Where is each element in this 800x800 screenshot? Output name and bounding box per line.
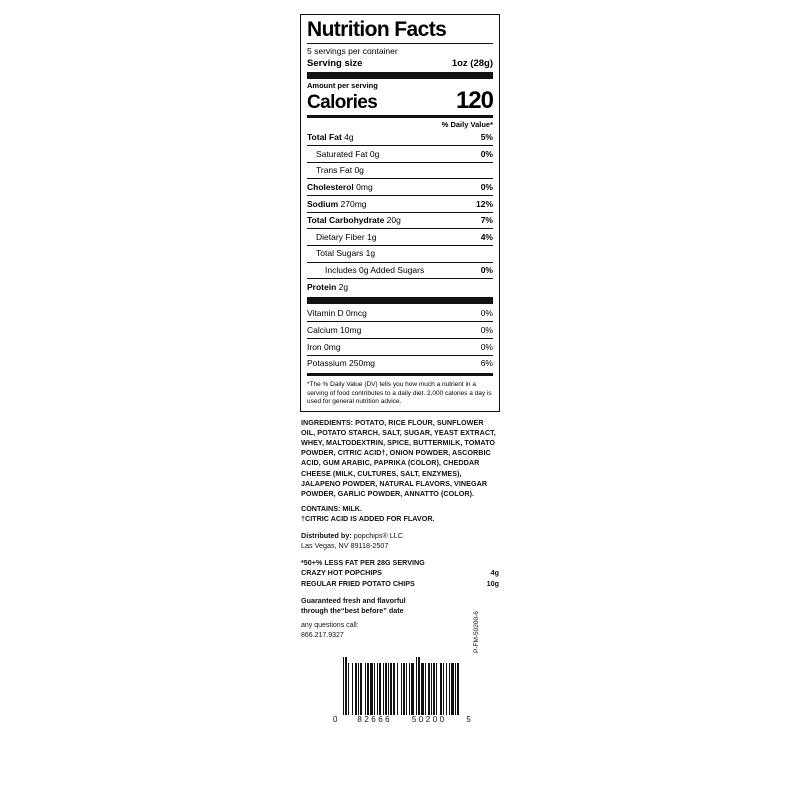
nutrient-name <box>307 199 371 210</box>
micronutrient-pct: 0% <box>480 324 493 335</box>
phone-number: 866.217.9327 <box>301 631 344 639</box>
daily-value-header: % Daily Value* <box>441 119 493 129</box>
ingredients-text: INGREDIENTS: POTATO, RICE FLOUR, SUNFLOWER OIL, POTATO STARCH, SALT, SUGAR, YEAST EXTRACT, WHEY, MALTODEXTRIN, SPICE, BUTTERMILK, TOMATO POWDER, CITRIC ACID†, ONION POWDER, ASCORBIC ACID, GUM ARABIC, PAPRIKA (COLOR), CHEDDAR CHEESE (MILK, CULTURES, SALT, ENZYMES), JALAPENO POWDER, NATURAL FLAVORS, VINEGAR POWDER, GARLIC POWDER, ANNATTO (COLOR). <box>301 417 496 499</box>
micronutrient-rows <box>307 306 493 372</box>
distributor-name: popchips® LLC <box>353 530 403 540</box>
nutrient-pct: 4% <box>480 231 493 242</box>
table-row <box>307 321 493 338</box>
nutrient-label: Protein <box>307 281 337 292</box>
nutrient-amount: 0g <box>354 165 364 176</box>
nutrient-amount: 2g <box>338 281 349 292</box>
upc-group-2: 50200 <box>411 714 447 724</box>
divider-thick <box>307 72 493 79</box>
nutrient-amount: 4g <box>344 132 354 143</box>
contains-allergens: CONTAINS: MILK. <box>301 504 362 514</box>
nutrient-name <box>307 132 358 143</box>
calories-value: 120 <box>455 86 493 114</box>
nutrient-name <box>307 248 379 259</box>
micronutrient-name: Iron 0mg <box>307 341 341 352</box>
table-row <box>307 145 493 162</box>
distributor-block <box>301 531 499 551</box>
table-row <box>307 306 493 322</box>
distributed-by-label: Distributed by: <box>301 530 352 540</box>
divider-thick <box>307 297 493 304</box>
citric-acid-note: †CITRIC ACID IS ADDED FOR FLAVOR. <box>301 514 435 524</box>
fat-claim-row <box>301 568 499 578</box>
nutrient-name <box>307 182 377 193</box>
freshness-guarantee <box>301 596 499 616</box>
micronutrient-name: Calcium 10mg <box>307 324 362 335</box>
fat-claim-row <box>301 579 499 589</box>
guarantee-line-2: through the“best before” date <box>301 606 404 616</box>
nutrient-label: Cholesterol <box>307 181 354 192</box>
nutrient-pct: 12% <box>475 198 493 209</box>
nutrient-label: Total Fat <box>307 132 342 143</box>
table-row <box>307 195 493 212</box>
distributor-address: Las Vegas, NV 89118-2507 <box>301 540 389 550</box>
daily-value-footnote: *The % Daily Value (DV) tells you how much a nutrient in a serving of food contributes to a daily diet. 2,000 calories a day is used for general nutrition advice. <box>307 381 492 406</box>
upc-group-1: 82666 <box>357 714 393 724</box>
table-row <box>307 245 493 262</box>
serving-size-row <box>307 58 493 70</box>
upc-barcode <box>343 657 461 715</box>
table-row <box>307 130 493 146</box>
divider-medium <box>307 115 493 118</box>
fat-claim-block <box>301 558 499 589</box>
nutrient-pct: 0% <box>480 181 493 192</box>
upc-digits <box>333 715 471 724</box>
fat-claim-product: REGULAR FRIED POTATO CHIPS <box>301 578 415 588</box>
table-row <box>307 212 493 229</box>
nutrient-name <box>307 149 383 160</box>
nutrient-pct: 0% <box>480 265 493 276</box>
serving-size-value: 1oz (28g) <box>451 57 493 69</box>
nutrition-facts-panel <box>300 14 500 412</box>
amount-per-serving-label: Amount per serving <box>307 80 378 90</box>
nutrient-amount: 1g <box>365 248 376 259</box>
nutrient-amount: 0mg <box>356 181 373 192</box>
nutrient-label: Saturated Fat <box>316 148 368 159</box>
nutrient-pct: 0% <box>480 148 493 159</box>
nutrient-label: Dietary Fiber <box>316 231 365 242</box>
questions-label: any questions call: <box>301 622 359 630</box>
nutrient-name <box>307 282 352 293</box>
package-back-panel <box>300 14 500 786</box>
servings-per-container: 5 servings per container <box>307 46 398 57</box>
micronutrient-name: Potassium 250mg <box>307 358 376 369</box>
upc-right-digit: 5 <box>466 714 471 724</box>
guarantee-line-1: Guaranteed fresh and flavorful <box>301 595 406 605</box>
table-row <box>307 178 493 195</box>
table-row <box>307 338 493 355</box>
calories-label: Calories <box>307 91 378 113</box>
micronutrient-pct: 0% <box>480 308 493 319</box>
nutrient-label: Total Carbohydrate <box>307 215 385 226</box>
nutrition-facts-title: Nutrition Facts <box>307 18 447 41</box>
calories-row <box>307 86 493 114</box>
nutrient-amount: 1g <box>367 231 377 242</box>
divider <box>307 43 493 44</box>
micronutrient-pct: 0% <box>480 341 493 352</box>
nutrient-name <box>307 265 428 276</box>
fat-claim-product: CRAZY HOT POPCHIPS <box>301 568 382 578</box>
nutrient-label: Sodium <box>307 198 339 209</box>
contact-block <box>301 621 499 641</box>
nutrient-amount: 270mg <box>340 198 367 209</box>
package-info-block <box>300 412 500 735</box>
table-row <box>307 262 493 279</box>
micronutrient-pct: 6% <box>480 358 493 369</box>
divider-medium <box>307 373 493 376</box>
micronutrient-name: Vitamin D 0mcg <box>307 308 367 319</box>
serving-size-label: Serving size <box>307 57 363 69</box>
nutrient-pct: 5% <box>480 132 493 143</box>
nutrient-name <box>307 232 381 243</box>
table-row <box>307 228 493 245</box>
fat-claim-header: *50+% LESS FAT PER 28G SERVING <box>301 557 425 567</box>
nutrient-name <box>307 215 405 226</box>
fat-claim-grams: 4g <box>490 568 499 578</box>
table-row <box>307 355 493 372</box>
nutrient-amount: 20g <box>386 215 401 226</box>
nutrient-rows <box>307 130 493 295</box>
nutrient-label: Trans Fat <box>316 165 353 176</box>
fat-claim-grams: 10g <box>486 578 499 588</box>
nutrient-amount: 0g <box>369 148 380 159</box>
nutrient-pct: 7% <box>480 215 493 226</box>
upc-left-digit: 0 <box>333 714 338 724</box>
nutrient-name <box>307 165 368 176</box>
print-code: P-FM-50200-6 <box>473 610 480 653</box>
nutrient-label: Total Sugars <box>316 248 364 259</box>
nutrient-label: Includes 0g Added Sugars <box>325 265 425 276</box>
table-row <box>307 162 493 179</box>
table-row <box>307 278 493 295</box>
